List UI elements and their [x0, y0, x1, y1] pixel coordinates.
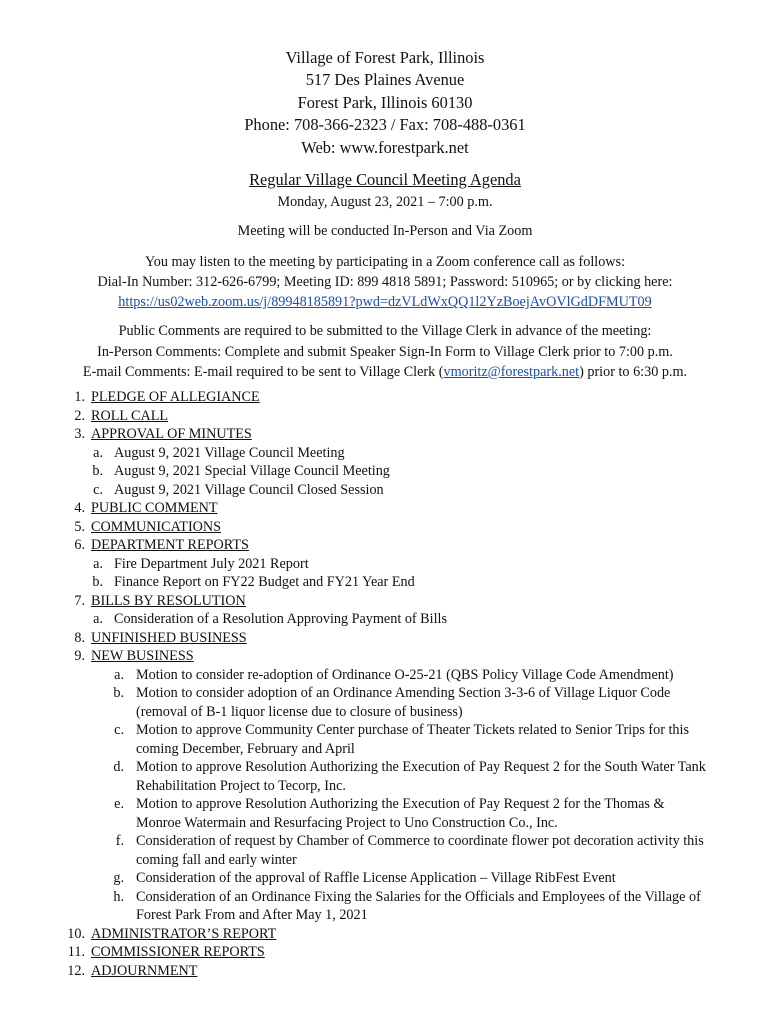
- agenda-subitem-letter: b.: [92, 463, 103, 479]
- agenda-subitem-text: Consideration of request by Chamber of Commerce to coordinate flower pot decoration activity this: [136, 833, 704, 849]
- agenda-item-number: 3.: [74, 426, 85, 442]
- agenda-subitem: [0, 777, 770, 796]
- agenda-item-number: 8.: [74, 629, 85, 646]
- agenda-item: [0, 629, 770, 648]
- zoom-dial-in: Dial-In Number: 312-626-6799; Meeting ID: 899 4818 5891; Password: 510965; or by clicking here:: [97, 274, 673, 291]
- agenda-subitem: [0, 610, 770, 629]
- agenda-subitem-text: Motion to approve Resolution Authorizing the Execution of Pay Request 2 for the Thomas &: [136, 796, 665, 812]
- agenda-item-label: COMMISSIONER REPORTS: [91, 944, 265, 960]
- agenda-subitem-text: Motion to approve Resolution Authorizing the Execution of Pay Request 2 for the South Water Tank: [136, 759, 706, 775]
- agenda-subitem-text: coming December, February and April: [136, 740, 355, 757]
- agenda-item-label: UNFINISHED BUSINESS: [91, 629, 247, 646]
- agenda-subitem-letter: h.: [113, 888, 124, 905]
- agenda-item: [0, 407, 770, 426]
- agenda-subitem-text: Forest Park From and After May 1, 2021: [136, 907, 368, 923]
- agenda-subitem-text: Fire Department July 2021 Report: [114, 555, 309, 572]
- agenda-item-label: COMMUNICATIONS: [91, 518, 222, 535]
- email-comments: [0, 362, 770, 383]
- agenda-subitem: [0, 888, 770, 907]
- agenda-subitem: [0, 444, 770, 463]
- agenda-subitem-letter: a.: [114, 666, 124, 683]
- agenda-item-label: APPROVAL OF MINUTES: [91, 426, 252, 442]
- street-address: 517 Des Plaines Avenue: [305, 70, 465, 90]
- agenda-item-number: 11.: [67, 944, 85, 960]
- agenda-subitem-text: August 9, 2021 Village Council Closed Session: [114, 481, 384, 498]
- agenda-item-label: ADJOURNMENT: [91, 962, 198, 979]
- agenda-item: [0, 425, 770, 444]
- agenda-subitem: [0, 555, 770, 574]
- agenda-item: [0, 943, 770, 962]
- agenda-item: [0, 962, 770, 981]
- agenda-subitem: [0, 573, 770, 592]
- agenda-subitem-text: (removal of B-1 liquor license due to closure of business): [136, 703, 463, 720]
- agenda-subitem-text: Consideration of the approval of Raffle License Application – Village RibFest Event: [136, 870, 616, 886]
- agenda-item-number: 9.: [74, 648, 85, 664]
- agenda-subitem-text: Motion to consider re-adoption of Ordinance O-25-21 (QBS Policy Village Code Amendment): [136, 666, 674, 683]
- agenda-subitem-text: Consideration of a Resolution Approving Payment of Bills: [114, 611, 447, 627]
- agenda-subitem-letter: b.: [113, 685, 124, 701]
- agenda-item-number: 2.: [74, 407, 85, 424]
- agenda-item: [0, 518, 770, 537]
- phone-fax: Phone: 708-366-2323 / Fax: 708-488-0361: [244, 115, 526, 135]
- agenda-subitem-letter: f.: [115, 833, 124, 849]
- agenda-subitem-text: August 9, 2021 Special Village Council Meeting: [114, 463, 390, 479]
- agenda-item-label: ADMINISTRATOR’S REPORT: [91, 925, 277, 942]
- agenda-subitem-letter: c.: [93, 481, 103, 498]
- agenda-subitem: [0, 795, 770, 814]
- agenda-item-label: NEW BUSINESS: [91, 648, 194, 664]
- agenda-title: Regular Village Council Meeting Agenda: [249, 170, 521, 190]
- agenda-subitem: [0, 684, 770, 703]
- village-header: [0, 47, 770, 159]
- agenda-item: [0, 388, 770, 407]
- agenda-item: [0, 499, 770, 518]
- agenda-subitem-text: Motion to consider adoption of an Ordinance Amending Section 3-3-6 of Village Liquor Code: [136, 685, 671, 701]
- agenda-subitem: [0, 481, 770, 500]
- agenda-item-number: 7.: [74, 592, 85, 609]
- agenda-subitem: [0, 462, 770, 481]
- website: Web: www.forestpark.net: [301, 137, 469, 157]
- agenda-item-label: PUBLIC COMMENT: [91, 500, 218, 516]
- agenda-subitem-text: August 9, 2021 Village Council Meeting: [114, 444, 345, 461]
- agenda-subitem: [0, 740, 770, 759]
- agenda-item-number: 4.: [74, 500, 85, 516]
- agenda-subitem-letter: c.: [114, 722, 124, 738]
- agenda-item-label: BILLS BY RESOLUTION: [91, 592, 246, 609]
- agenda-subitem: [0, 666, 770, 685]
- agenda-list: [0, 388, 770, 980]
- agenda-subitem: [0, 869, 770, 888]
- agenda-subitem: [0, 832, 770, 851]
- agenda-item-number: 6.: [74, 537, 85, 553]
- agenda-subitem-letter: a.: [93, 444, 103, 461]
- agenda-item: [0, 592, 770, 611]
- zoom-instructions: [0, 252, 770, 312]
- meeting-mode: Meeting will be conducted In-Person and Via Zoom: [237, 223, 533, 240]
- zoom-intro: You may listen to the meeting by participating in a Zoom conference call as follows:: [144, 254, 626, 271]
- agenda-item-number: 10.: [67, 925, 85, 942]
- agenda-subitem-text: Consideration of an Ordinance Fixing the Salaries for the Officials and Employees of the Village of: [136, 888, 701, 905]
- agenda-date: Monday, August 23, 2021 – 7:00 p.m.: [277, 194, 493, 211]
- village-name: Village of Forest Park, Illinois: [285, 48, 485, 67]
- agenda-subitem: [0, 906, 770, 925]
- agenda-item-label: DEPARTMENT REPORTS: [91, 537, 249, 553]
- email-comments-suffix: ) prior to 6:30 p.m.: [579, 364, 688, 381]
- agenda-subitem-text: coming fall and early winter: [136, 851, 297, 868]
- agenda-item-label: PLEDGE OF ALLEGIANCE: [91, 389, 260, 405]
- agenda-subitem-letter: g.: [113, 870, 124, 886]
- agenda-item: [0, 925, 770, 944]
- agenda-item-number: 1.: [74, 389, 85, 405]
- agenda-item-label: ROLL CALL: [91, 407, 169, 424]
- agenda-item: [0, 647, 770, 666]
- comments-intro: Public Comments are required to be submitted to the Village Clerk in advance of the meeting:: [118, 323, 652, 340]
- city-state-zip: Forest Park, Illinois 60130: [297, 92, 473, 112]
- agenda-subitem: [0, 758, 770, 777]
- in-person-comments: In-Person Comments: Complete and submit Speaker Sign-In Form to Village Clerk prior to 7:00 p.m.: [97, 343, 673, 360]
- agenda-subitem: [0, 814, 770, 833]
- agenda-subitem: [0, 703, 770, 722]
- agenda-item-number: 5.: [74, 518, 85, 535]
- agenda-subitem-text: Monroe Watermain and Resurfacing Project to Uno Construction Co., Inc.: [136, 814, 558, 831]
- agenda-item: [0, 536, 770, 555]
- agenda-subitem-text: Rehabilitation Project to Tecorp, Inc.: [136, 777, 346, 794]
- agenda-subitem: [0, 721, 770, 740]
- agenda-subitem-text: Finance Report on FY22 Budget and FY21 Year End: [114, 574, 415, 590]
- agenda-subitem-letter: e.: [114, 796, 124, 812]
- clerk-email-link[interactable]: vmoritz@forestpark.net: [443, 364, 580, 381]
- zoom-meeting-link[interactable]: https://us02web.zoom.us/j/89948185891?pwd=dzVLdWxQQ1l2YzBoejAvOVlGdDFMUT09: [118, 294, 652, 311]
- agenda-subitem-letter: d.: [113, 759, 124, 775]
- agenda-item-number: 12.: [67, 962, 85, 979]
- agenda-subitem-letter: a.: [93, 555, 103, 572]
- agenda-subitem-letter: b.: [92, 574, 103, 590]
- agenda-subitem-letter: a.: [93, 611, 103, 627]
- agenda-subitem: [0, 851, 770, 870]
- agenda-subitem-text: Motion to approve Community Center purchase of Theater Tickets related to Senior Trips for this: [136, 722, 689, 738]
- email-comments-prefix: E-mail Comments: E-mail required to be sent to Village Clerk (: [82, 364, 444, 381]
- public-comments: [0, 321, 770, 383]
